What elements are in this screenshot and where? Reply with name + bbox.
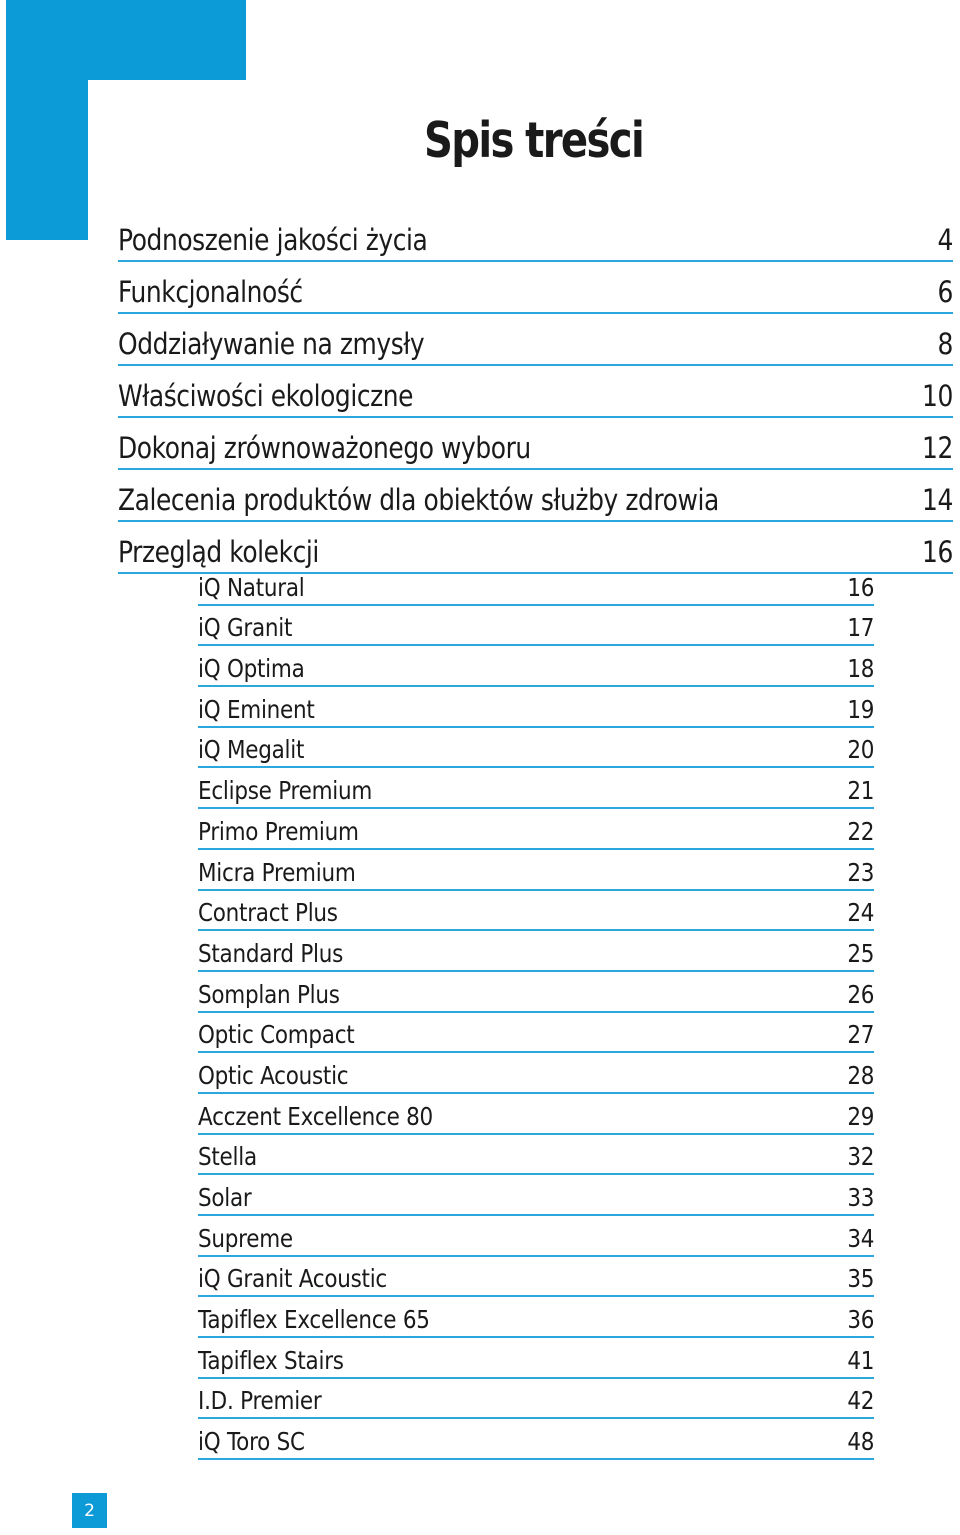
toc-main-entry[interactable] [118, 314, 953, 366]
toc-entry-page: 12 [922, 431, 953, 465]
toc-entry-label: Micra Premium [198, 857, 356, 887]
toc-entry-page: 10 [922, 379, 953, 413]
toc-entry-label: iQ Natural [198, 572, 305, 602]
toc-sub-entry[interactable] [198, 1053, 874, 1094]
toc-entry-label: Oddziaływanie na zmysły [118, 327, 425, 361]
toc-entry-page: 21 [847, 776, 874, 806]
toc-sub-entry[interactable] [198, 1094, 874, 1135]
page-title: Spis treści [424, 112, 644, 169]
toc-entry-label: Podnoszenie jakości życia [118, 223, 428, 257]
toc-entry-page: 35 [847, 1264, 874, 1294]
toc-entry-page: 41 [847, 1345, 874, 1375]
toc-entry-page: 4 [937, 223, 953, 257]
toc-sub-entry[interactable] [198, 606, 874, 647]
toc-sub-entry[interactable] [198, 1216, 874, 1257]
toc-entry-label: Funkcjonalność [118, 275, 303, 309]
toc-sub-entry[interactable] [198, 1257, 874, 1298]
toc-entry-page: 19 [847, 694, 874, 724]
toc-entry-page: 36 [847, 1305, 874, 1335]
toc-entry-label: Optic Acoustic [198, 1060, 349, 1090]
toc-entry-label: Przegląd kolekcji [118, 535, 319, 569]
toc-entry-page: 33 [847, 1183, 874, 1212]
toc-main-entry[interactable] [118, 366, 953, 418]
toc-entry-label: Standard Plus [198, 938, 344, 968]
toc-entry-label: Stella [198, 1142, 257, 1172]
toc-entry-page: 26 [847, 979, 874, 1009]
toc-entry-page: 20 [847, 735, 874, 765]
toc-entry-label: Eclipse Premium [198, 776, 373, 806]
toc-entry-label: Supreme [198, 1223, 293, 1253]
toc-entry-page: 18 [847, 654, 874, 684]
toc-entry-page: 28 [847, 1060, 874, 1090]
toc-sub-entry[interactable] [198, 1338, 874, 1379]
toc-sub-entry[interactable] [198, 850, 874, 891]
toc-sub-list [198, 565, 874, 1460]
toc-entry-label: iQ Granit [198, 613, 293, 643]
toc-sub-entry[interactable] [198, 1419, 874, 1460]
toc-entry-label: Solar [198, 1183, 252, 1212]
toc-entry-page: 17 [847, 613, 874, 643]
toc-sub-entry[interactable] [198, 1379, 874, 1420]
toc-sub-entry[interactable] [198, 687, 874, 728]
toc-entry-page: 32 [847, 1142, 874, 1172]
toc-entry-label: Tapiflex Excellence 65 [198, 1305, 430, 1335]
toc-sub-entry[interactable] [198, 1135, 874, 1176]
toc-sub-entry[interactable] [198, 565, 874, 606]
toc-sub-entry[interactable] [198, 972, 874, 1013]
toc-sub-entry[interactable] [198, 768, 874, 809]
toc-main-entry[interactable] [118, 470, 953, 522]
toc-entry-page: 29 [847, 1101, 874, 1131]
decorative-blue-bar-left [6, 0, 88, 240]
toc-entry-page: 23 [847, 857, 874, 887]
toc-entry-label: Primo Premium [198, 816, 359, 846]
toc-sub-entry[interactable] [198, 728, 874, 769]
toc-entry-page: 24 [847, 898, 874, 928]
toc-sub-entry[interactable] [198, 891, 874, 932]
toc-entry-page: 8 [937, 327, 953, 361]
toc-entry-page: 25 [847, 938, 874, 968]
toc-entry-page: 27 [847, 1020, 874, 1050]
toc-entry-page: 34 [847, 1223, 874, 1253]
toc-entry-label: I.D. Premier [198, 1386, 322, 1416]
toc-entry-label: iQ Granit Acoustic [198, 1264, 387, 1294]
toc-entry-page: 22 [847, 816, 874, 846]
page-number-badge: 2 [72, 1493, 107, 1528]
toc-entry-label: iQ Eminent [198, 694, 315, 724]
toc-entry-page: 16 [847, 572, 874, 602]
toc-entry-label: Właściwości ekologiczne [118, 379, 414, 413]
toc-entry-page: 6 [937, 275, 953, 309]
toc-entry-page: 48 [847, 1427, 874, 1457]
toc-entry-label: Tapiflex Stairs [198, 1345, 344, 1375]
toc-sub-entry[interactable] [198, 809, 874, 850]
toc-entry-page: 14 [922, 483, 953, 517]
toc-entry-label: Zalecenia produktów dla obiektów służby zdrowia [118, 483, 719, 517]
toc-entry-label: iQ Megalit [198, 735, 305, 765]
toc-sub-entry[interactable] [198, 646, 874, 687]
toc-main-entry[interactable] [118, 418, 953, 470]
toc-entry-label: iQ Optima [198, 654, 305, 684]
toc-entry-label: Somplan Plus [198, 979, 340, 1009]
toc-main-list [118, 210, 953, 574]
toc-sub-entry[interactable] [198, 1297, 874, 1338]
toc-entry-label: Acczent Excellence 80 [198, 1101, 433, 1131]
toc-main-entry[interactable] [118, 262, 953, 314]
toc-main-entry[interactable] [118, 210, 953, 262]
toc-sub-entry[interactable] [198, 1013, 874, 1054]
toc-entry-label: Contract Plus [198, 898, 338, 928]
toc-entry-page: 42 [847, 1386, 874, 1416]
toc-entry-page: 16 [922, 535, 953, 569]
toc-entry-label: Optic Compact [198, 1020, 355, 1050]
toc-sub-entry[interactable] [198, 1175, 874, 1216]
toc-entry-label: Dokonaj zrównoważonego wyboru [118, 431, 531, 465]
toc-sub-entry[interactable] [198, 931, 874, 972]
toc-entry-label: iQ Toro SC [198, 1427, 305, 1457]
